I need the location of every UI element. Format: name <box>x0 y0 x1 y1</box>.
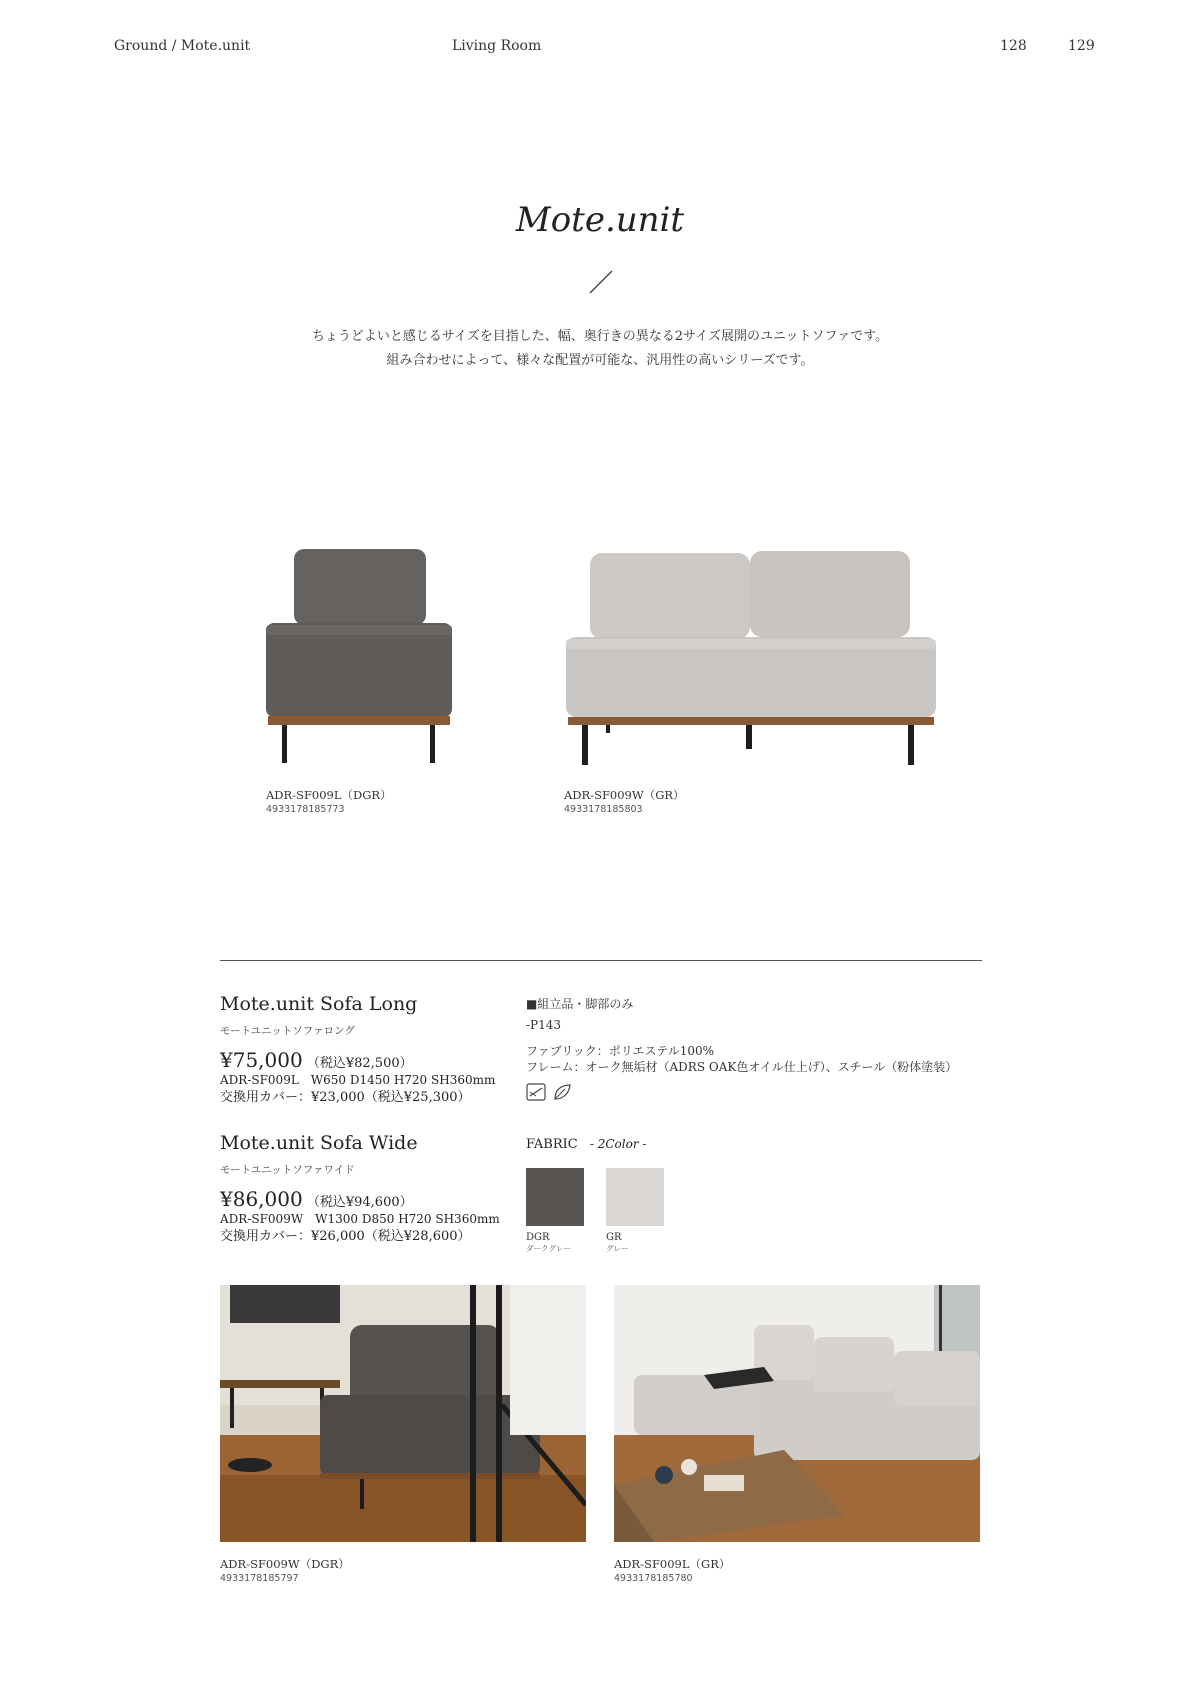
sofa-wide-image <box>562 545 940 765</box>
photo-jan: 4933178185797 <box>220 1573 299 1584</box>
room-photo-light-sofa <box>614 1285 980 1542</box>
sofa-wide-details <box>220 1132 520 1245</box>
room-photo-dark-sofa <box>220 1285 586 1542</box>
breadcrumb: Ground / Mote.unit <box>114 38 251 54</box>
product-kana: モートユニットソファロング <box>220 1025 355 1037</box>
page-reference: -P143 <box>526 1018 562 1032</box>
product-name: Mote.unit Sofa Wide <box>220 1132 418 1154</box>
swatch-dgr <box>526 1168 584 1254</box>
price-tax: （税込¥82,500） <box>306 1056 413 1071</box>
leaf-icon <box>552 1083 572 1101</box>
photo-caption-2 <box>614 1556 730 1584</box>
intro-line-2: 組み合わせによって、様々な配置が可能な、汎用性の高いシリーズです。 <box>386 353 814 368</box>
product-spec: ADR-SF009W W1300 D850 H720 SH360mm <box>220 1212 500 1226</box>
product-price <box>220 1187 520 1211</box>
cover-price: 交換用カバー：¥26,000（税込¥28,600） <box>220 1229 471 1244</box>
frame-material: フレーム：オーク無垢材（ADRS OAK色オイル仕上げ）、スチール（粉体塗装） <box>526 1060 958 1074</box>
sofa-long-details <box>220 993 520 1106</box>
intro-text <box>0 325 1200 373</box>
product-caption-long <box>266 787 392 815</box>
swatch-name: グレー <box>606 1244 629 1253</box>
assembly-icon <box>526 1083 546 1101</box>
swatch-code: GR <box>606 1232 622 1243</box>
photo-caption-1 <box>220 1556 350 1584</box>
fabric-heading <box>526 1137 646 1152</box>
swatch-color <box>606 1168 664 1226</box>
section-label: Living Room <box>452 38 542 54</box>
intro-line-1: ちょうどよいと感じるサイズを目指した、幅、奥行きの異なる2サイズ展開のユニットソファです。 <box>311 329 889 344</box>
slash-divider <box>586 268 616 296</box>
fabric-count: - 2Color - <box>589 1137 647 1151</box>
section-divider <box>220 960 982 961</box>
product-caption-wide <box>564 787 685 815</box>
product-code: ADR-SF009L（DGR） <box>266 788 392 802</box>
swatch-color <box>526 1168 584 1226</box>
product-spec: ADR-SF009L W650 D1450 H720 SH360mm <box>220 1073 496 1087</box>
assembly-note: ■組立品・脚部のみ <box>526 997 634 1011</box>
price-value: ¥86,000 <box>220 1187 303 1211</box>
cover-price: 交換用カバー：¥23,000（税込¥25,300） <box>220 1090 471 1105</box>
photo-code: ADR-SF009W（DGR） <box>220 1557 350 1571</box>
swatch-name: ダークグレー <box>526 1244 571 1253</box>
product-price <box>220 1048 520 1072</box>
price-value: ¥75,000 <box>220 1048 303 1072</box>
page-title: Mote.unit <box>515 200 685 240</box>
product-jan: 4933178185773 <box>266 804 345 815</box>
page-number-right: 129 <box>1068 38 1095 54</box>
photo-jan: 4933178185780 <box>614 1573 693 1584</box>
product-code: ADR-SF009W（GR） <box>564 788 685 802</box>
price-tax: （税込¥94,600） <box>306 1195 413 1210</box>
product-jan: 4933178185803 <box>564 804 643 815</box>
fabric-material: ファブリック：ポリエステル100% <box>526 1044 715 1058</box>
fabric-title: FABRIC <box>526 1137 578 1152</box>
product-kana: モートユニットソファワイド <box>220 1164 355 1176</box>
product-name: Mote.unit Sofa Long <box>220 993 418 1015</box>
sofa-long-image <box>262 545 458 765</box>
page-number-left: 128 <box>1000 38 1027 54</box>
photo-code: ADR-SF009L（GR） <box>614 1557 731 1571</box>
swatch-gr <box>606 1168 664 1254</box>
swatch-code: DGR <box>526 1232 550 1243</box>
